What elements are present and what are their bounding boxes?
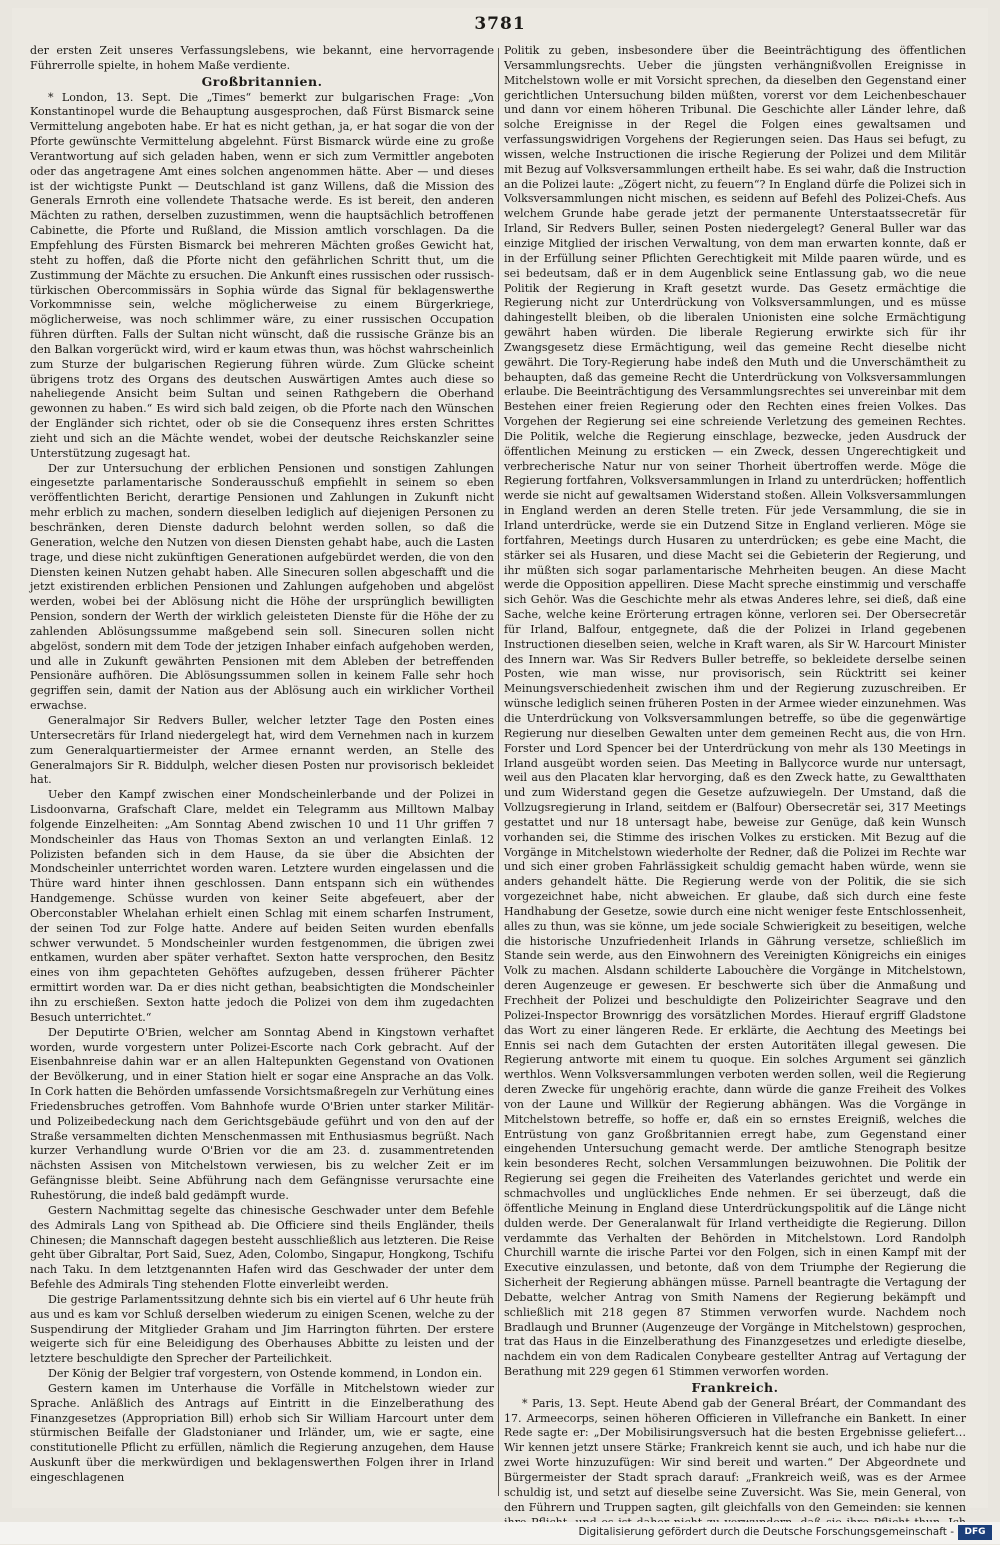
article-paragraph: Gestern kamen im Unterhause die Vorfälle in Mitchelstown wieder zur Sprache. Anläßlich des Antrags auf Eintritt in die Einzelberathung des Finanzgesetzes (Appropriation Bill) erhob sich Sir William Harcourt unter dem stürmischen Beifalle der Gladstonianer und Irländer, um, wie er sagte, eine constitutionelle Pflicht zu erfüllen, nämlich die Regierung anzugehen, dem Hause Auskunft über die merkwürdigen und beklagenswerthen Folgen ihrer in Irland eingeschlagenen (30, 1381, 494, 1484)
section-heading: Großbritannien. (201, 73, 323, 89)
page-number: 3781 (474, 14, 526, 34)
article-paragraph: Politik zu geben, insbesondere über die Beeinträchtigung des öffentlichen Versammlungsrechts. Ueber die jüngsten verhängnißvollen Ereignisse in Mitchelstown wolle er mit Vorsicht sprechen, da dieselben den Gegenstand einer gerichtlichen Untersuchung bilden müßten, vorerst vor dem Leichenbeschauer und dann vor einem höheren Tribunal. Die Geschichte aller Länder lehre, daß solche Ereignisse in der Regel die Folgen eines gewaltsamen und verfassungswidrigen Vorgehens der Regierungen seien. Das Haus sei befugt, zu wissen, welche Instructionen die irische Regierung der Polizei und dem Militär mit Bezug auf Volksversammlungen ertheilt habe. Es sei wahr, daß die Instruction an die Polizei laute: „Zögert nicht, zu feuern“? In England dürfe die Polizei sich in Volksversammlungen nicht mischen, es seidenn auf Befehl des Polizei-Chefs. Aus welchem Grunde habe gerade jetzt der permanente Unterstaatssecretär für Irland, Sir Redvers Buller, seinen Posten niedergelegt? General Buller war das einzige Mitglied der irischen Verwaltung, von dem man erwarten konnte, daß er in der Erfüllung seiner Pflichten Gerechtigkeit mit Milde paaren würde, und es sei bedeutsam, daß er in dem Augenblick seine Entlassung gab, wo die neue Politik der Regierung in Kraft gesetzt wurde. Das Gesetz ermächtige die Regierung nicht zur Unterdrückung von Volksversammlungen, und es müsse dahingestellt bleiben, ob die liberalen Unionisten eine solche Ermächtigung gewährt haben würden. Die liberale Regierung erwirkte sich für ihr Zwangsgesetz diese Ermächtigung, weil das gemeine Recht dieselbe nicht gewährt. Die Tory-Regierung habe indeß den Muth und die Unverschämtheit zu behaupten, daß das gemeine Recht die Unterdrückung von Volksversammlungen erlaube. Die Beeinträchtigung des Versammlungsrechtes sei unvereinbar mit dem Bestehen einer freien Regierung oder den Rechten eines freien Volkes. Das Vorgehen der Regierung sei eine schreiende Verletzung des gemeinen Rechtes. Die Politik, welche die Regierung einschlage, bezwecke, jeden Ausdruck der öffentlichen Meinung zu ersticken — ein Zweck, dessen Ungerechtigkeit und verbrecherische Natur nur von seiner Thorheit übertroffen werde. Möge die Regierung fortfahren, Volksversammlungen in Irland zu unterdrücken; hoffentlich werde sie nicht auf gewaltsamen Widerstand stoßen. Allein Volksversammlungen in England werden an deren Stelle treten. Für jede Versammlung, die sie in Irland unterdrücke, werde sie ein Dutzend Sitze in England verlieren. Möge sie fortfahren, Meetings durch Husaren zu unterdrücken; es gebe eine Macht, die stärker sei als Husaren, und diese Macht sei die Gebieterin der Regierung, und ihr müßten sich sogar parlamentarische Mehrheiten beugen. An diese Macht werde die Opposition appelliren. Diese Macht spreche einstimmig und verschaffe sich Gehör. Was die Geschichte mehr als etwas Anderes lehre, sei dieß, daß eine Sache, welche keine Erörterung ertragen könne, verloren sei. Der Obersecretär für Irland, Balfour, entgegnete, daß die der Polizei in Irland gegebenen Instructionen dieselben seien, welche in Kraft waren, als Sir W. Harcourt Minister des Innern war. Was Sir Redvers Buller betreffe, so bekleidete derselbe seinen Posten, wie man wisse, nur provisorisch, sein Rücktritt sei keiner Meinungsverschiedenheit zwischen ihm und der Regierung zuzuschreiben. Er wünsche lediglich seinen früheren Posten in der Armee wieder einzunehmen. Was die Unterdrückung von Volksversammlungen betreffe, so übe die gegenwärtige Regierung nur dieselben Gewalten unter dem gemeinen Recht aus, die von Hrn. Forster und Lord Spencer bei der Unterdrückung von mehr als 130 Meetings in Irland ausgeübt worden seien. Das Meeting in Ballycorce wurde nur untersagt, weil aus den Placaten klar hervorging, daß es den Zweck hatte, zu Gewaltthaten und zum Widerstand gegen die Gesetze aufzuwiegeln. Der Umstand, daß die Vollzugsregierung in Irland, seitdem er (Balfour) Obersecretär sei, 317 Meetings gestattet und nur 18 untersagt habe, beweise zur Genüge, daß kein Wunsch vorhanden sei, die Stimme des irischen Volkes zu ersticken. Mit Bezug auf die Vorgänge in Mitchelstown wiederholte der Redner, daß die Polizei im Rechte war und sich einer groben Fahrlässigkeit schuldig gemacht haben würde, wenn sie anders gehandelt hätte. Die Regierung werde von der Politik, die sie sich vorgezeichnet habe, nicht abweichen. Er glaube, daß sich durch eine feste Handhabung der Gesetze, sowie durch eine nicht weniger feste Entschlossenheit, alles zu thun, was sie könne, um jede sociale Schwierigkeit zu beseitigen, welche die historische Unzufriedenheit Irlands in Gährung versetze, schließlich im Stande sein werde, aus den Einwohnern des Vereinigten Königreichs ein einiges Volk zu machen. Alsdann schilderte Labouchère die Vorgänge in Mitchelstown, deren Augenzeuge er gewesen. Er beschwerte sich über die Anmaßung und Frechheit der Polizei und beschuldigte den Polizeirichter Seagrave und den Polizei-Inspector Brownrigg des vorsätzlichen Mordes. Hierauf ergriff Gladstone das Wort zu einer längeren Rede. Er erklärte, die Aechtung des Meetings bei Ennis sei nach dem Gutachten der ersten Autoritäten illegal gewesen. Die Regierung antworte mit einem tu quoque. Ein solches Argument sei gänzlich werthlos. Wenn Volksversammlungen verboten werden sollen, weil die Regierung deren Zwecke für ungehörig erachte, dann würde die ganze Freiheit des Volkes von der Laune und Willkür der Regierung abhängen. Was die Vorgänge in Mitchelstown betreffe, so hoffe er, daß ein so ernstes Ereigniß, welches die Entrüstung von ganz Großbritannien erregt habe, zum Gegenstand einer eingehenden Untersuchung gemacht werde. Der amtliche Stenograph besitze kein besonderes Recht, solchen Versammlungen beizuwohnen. Die Politik der Regierung sei gegen die Freiheiten des Vaterlandes gerichtet und werde ein schmachvolles und unglückliches Ende nehmen. Er sei überzeugt, daß die öffentliche Meinung in England diese Unterdrückungspolitik auf die Länge nicht dulden werde. Der Generalanwalt für Irland vertheidigte die Regierung. Dillon verdammte das Verhalten der Behörden in Mitchelstown. Lord Randolph Churchill warnte die irische Partei vor den Folgen, sich in einen Kampf mit der Executive einzulassen, und betonte, daß von dem Triumphe der Regierung die Sicherheit der Regierung abhängen müsse. Parnell beantragte die Vertagung der Debatte, welcher Antrag von Smith Namens der Regierung bekämpft und schließlich mit 218 gegen 87 Stimmen verworfen wurde. Nachdem noch Bradlaugh und Brunner (Augenzeuge der Vorgänge in Mitchelstown) gesprochen, trat das Haus in die Einzelberathung des Finanzgesetzes und erledigte dieselbe, nachdem ein von dem Radicalen Conybeare gestellter Antrag auf Vertagung der Berathung mit 229 gegen 61 Stimmen verworfen worden. (504, 44, 966, 1379)
article-paragraph: Der zur Untersuchung der erblichen Pensionen und sonstigen Zahlungen eingesetzte parlamentarische Sonderausschuß empfiehlt in seinem so eben veröffentlichten Bericht, derartige Pensionen und Zahlungen in Zukunft nicht mehr erblich zu machen, sondern dieselben lediglich auf diejenigen Personen zu beschränken, deren Dienste dadurch belohnt werden sollen, so daß die Generation, welche den Nutzen von diesen Diensten gehabt habe, auch die Lasten trage, und diese nicht zukünftigen Generationen aufgebürdet werden, die von den Diensten keinen Nutzen gehabt haben. Alle Sinecuren sollen abgeschafft und die jetzt existirenden erblichen Pensionen und Zahlungen aufgehoben und abgelöst werden, wobei bei der Ablösung nicht die Höhe der ursprünglich bewilligten Pension, sondern der Werth der wirklich geleisteten Dienste für die Höhe der zu zahlenden Ablösungssumme maßgebend sein soll. Sinecuren sollen nicht abgelöst, sondern mit dem Tode der jetzigen Inhaber einfach aufgehoben werden, und alle in Zukunft gewährten Pensionen mit dem Ableben der betreffenden Pensionäre aufhören. Die Ablösungssummen sollen in keinem Falle sehr hoch gegriffen sein, damit der Nation aus der Ablösung auch ein wirklicher Vortheil erwachse. (30, 461, 494, 713)
article-paragraph: Der Deputirte O'Brien, welcher am Sonntag Abend in Kingstown verhaftet worden, wurde vorgestern unter Polizei-Escorte nach Cork gebracht. Auf der Eisenbahnreise dahin war er an allen Haltepunkten Gegenstand von Ovationen der Bevölkerung, und in einer Station hielt er sogar eine Ansprache an das Volk. In Cork hatten die Behörden umfassende Vorsichtsmaßregeln zur Verhütung eines Friedensbruches getroffen. Vom Bahnhofe wurde O'Brien unter starker Militär- und Polizeibedeckung nach dem Gerichtsgebäude geführt und von den auf der Straße versammelten dichten Menschenmassen mit Enthusiasmus begrüßt. Nach kurzer Verhandlung wurde O'Brien vor die am 23. d. zusammentretenden nächsten Assisen von Mitchelstown verwiesen, bis zu welcher Zeit er im Gefängnisse bleibt. Seine Abführung nach dem Gefängnisse verursachte eine Ruhestörung, die indeß bald gedämpft wurde. (30, 1025, 494, 1202)
article-paragraph: * Paris, 13. Sept. Heute Abend gab der General Bréart, der Commandant des 17. Armeecorps, seinen höheren Officieren in Villefranche ein Bankett. In einer Rede sagte er: „Der Mobilisirungsversuch hat die besten Ergebnisse geliefert… Wir kennen jetzt unsere Stärke; Frankreich kennt sie auch, und ich habe nur die zwei Worte hinzuzufügen: Wir sind bereit und warten.“ Der Abgeordnete und Bürgermeister der Stadt sprach darauf: „Frankreich weiß, was es der Armee schuldig ist, und setzt auf dieselbe seine Zuversicht. Was Sie, mein General, von den Führern und Truppen sagten, gilt gleichfalls von den Gemeinden: sie kennen (504, 1396, 966, 1514)
article-paragraph: der ersten Zeit unseres Verfassungslebens, wie bekannt, eine hervorragende Führerrolle spielte, in hohem Maße verdiente. (30, 44, 494, 72)
funding-credit: Digitalisierung gefördert durch die Deutsche Forschungsgemeinschaft - (578, 1526, 954, 1538)
digitization-footer (0, 1522, 1000, 1544)
article-paragraph: Generalmajor Sir Redvers Buller, welcher letzter Tage den Posten eines Untersecretärs für Irland niedergelegt hat, wird dem Vernehmen nach in kurzem zum Generalquartiermeister der Armee ernannt werden, an Stelle des Generalmajors Sir R. Biddulph, welcher diesen Posten nur provisorisch bekleidet hat. (30, 713, 494, 787)
article-paragraph: * London, 13. Sept. Die „Times“ bemerkt zur bulgarischen Frage: „Von Konstantinopel wurde die Behauptung ausgesprochen, daß Fürst Bismarck seine Vermittelung angeboten habe. Er hat es nicht gethan, ja, er hat sogar die von der Pforte gewünschte Vermittelung abgelehnt. Fürst Bismarck würde eine zu große Verantwortung auf sich geladen haben, wenn er sich zum Vermittler angeboten oder das angetragene Amt eines solchen angenommen hätte. Aber — und dieses ist der wichtigste Punkt — Deutschland ist ganz Willens, daß die Mission des Generals Ernroth eine vollendete Thatsache werde. Es ist bereit, den anderen Mächten zu rathen, derselben zuzustimmen, wenn die hauptsächlich betroffenen Cabinette, die Pforte und Rußland, die Mission amtlich vorschlagen. Da die Empfehlung des Fürsten Bismarck bei mehreren Mächten großes Gewicht hat, steht zu hoffen, daß die Pforte nicht den gefährlichen Schritt thut, um die Zustimmung der Mächte zu ersuchen. Die Ankunft eines russischen oder russisch-türkischen Obercommissärs in Sophia würde das Signal für beklagenswerthe Vorkommnisse sein, welche möglicherweise zu einem Bürgerkriege, möglicherweise, was noch schlimmer wäre, zu einer russischen Occupation führen dürften. Falls der Sultan nicht wünscht, daß die russische Gränze bis an den Balkan vorgerückt wird, wird er kaum etwas thun, was höchst wahrscheinlich zum Sturze der bulgarischen Regierung führen würde. Zum Glücke scheint übrigens trotz des Organs des deutschen Auswärtigen Amtes auch diese so naheliegende Ansicht beim Sultan und seinen Rathgebern die Oberhand gewonnen zu haben.“ Es wird sich bald zeigen, ob die Pforte nach den Wünschen der Engländer sich richtet, oder ob sie die Consequenz ihres ersten Schrittes zieht und sich an die Mächte wendet, wobei der deutsche Reichskanzler seine Unterstützung zugesagt hat. (30, 90, 494, 460)
dfg-logo-text: DFG (964, 1527, 986, 1537)
dfg-logo (958, 1525, 992, 1540)
column-divider (498, 48, 499, 1496)
newspaper-page (12, 8, 988, 1514)
right-column (504, 44, 966, 1514)
article-paragraph: Die gestrige Parlamentssitzung dehnte sich bis ein viertel auf 6 Uhr heute früh aus und es kam vor Schluß derselben wiederum zu einigen Scenen, welche zu der Suspendirung der Mitglieder Graham und Jim Harrington führten. Der erstere weigerte sich für eine Beleidigung des Oberhauses Abbitte zu leisten und der letztere beschuldigte den Sprecher der Parteilichkeit. (30, 1292, 494, 1366)
article-paragraph: Der König der Belgier traf vorgestern, von Ostende kommend, in London ein. (48, 1367, 483, 1381)
article-paragraph: Ueber den Kampf zwischen einer Mondscheinlerbande und der Polizei in Lisdoonvarna, Grafschaft Clare, meldet ein Telegramm aus Milltown Malbay folgende Einzelheiten: „Am Sonntag Abend zwischen 10 und 11 Uhr griffen 7 Mondscheinler das Haus von Thomas Sexton an und verlangten Einlaß. 12 Polizisten befanden sich in dem Hause, da sie über die Absichten der Mondscheinler unterrichtet worden waren. Letztere wurden eingelassen und die Thüre ward hinter ihnen geschlossen. Dann entspann sich ein wüthendes Handgemenge. Schüsse wurden von keiner Seite abgefeuert, aber der Oberconstabler Whelahan erhielt einen Schlag mit einem scharfen Instrument, der seinen Tod zur Folge hatte. Andere auf beiden Seiten wurden ebenfalls schwer verwundet. 5 Mondscheinler wurden festgenommen, die übrigen zwei entkamen, wurden aber später verhaftet. Sexton hatte versprochen, den Besitz eines von ihm gepachteten Gehöftes aufzugeben, dessen früherer Pächter ermittirt worden war. Da er dies nicht gethan, beabsichtigten die Mondscheinler ihn zu erschießen. Sexton hatte jedoch die Polizei von dem ihm zugedachten Besuch unterrichtet.“ (30, 788, 494, 1024)
section-heading: Frankreich. (691, 1379, 779, 1395)
article-paragraph: Gestern Nachmittag segelte das chinesische Geschwader unter dem Befehle des Admirals Lang von Spithead ab. Die Officiere sind theils Engländer, theils Chinesen; die Mannschaft dagegen besteht ausschließlich aus letzteren. Die Reise geht über Gibraltar, Port Said, Suez, Aden, Colombo, Singapur, Hongkong, Tschifu nach Taku. In dem letztgenannten Hafen wird das Geschwader der unter dem Befehle des Admirals Ting stehenden Flotte einverleibt werden. (30, 1203, 494, 1292)
left-column (30, 44, 494, 1499)
